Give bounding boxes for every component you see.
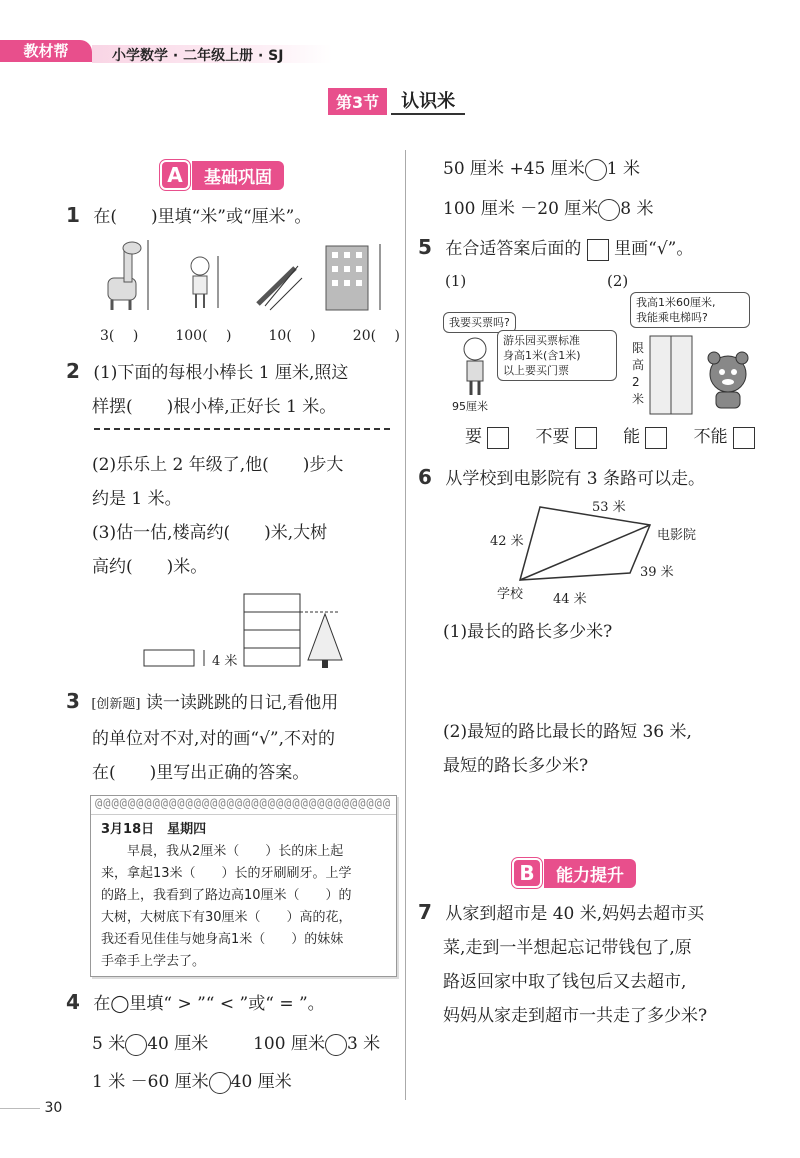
option-no: 不要 [535,427,570,447]
q4-r1-right: 40 厘米 [147,1034,209,1054]
child-icon [191,256,218,308]
q2-part3-line2: 高约( )米。 [92,557,208,577]
compare-circle[interactable] [585,159,607,181]
route-bottom-length: 44 米 [553,592,587,607]
diary-line: 的路上，我看到了路边高10厘米（ ）的 [101,888,352,903]
q1-pictures [90,238,400,318]
q7-line4: 妈妈从家走到超市一共走了多少米? [443,1006,708,1026]
q4-r1-left: 5 米 [92,1034,126,1054]
q3 [66,684,401,790]
school-label: 学校 [497,587,524,602]
small-house-height: 4 米 [212,654,238,669]
diary-line: 我还看见佳佳与她身高1米（ ）的妹妹 [101,932,344,947]
checkbox-can[interactable] [645,427,667,449]
bear-icon [708,352,748,408]
q3-tag: [创新题] [91,697,141,712]
q6-text: 从学校到电影院有 3 条路可以走。 [445,469,705,489]
q7-line1: 从家到超市是 40 米,妈妈去超市买 [445,904,705,924]
pen-icon [258,266,302,310]
q6-number: 6 [418,465,432,489]
q4-r3-right: 1 米 [606,159,640,179]
q2 [66,354,396,424]
giraffe-icon [108,240,148,310]
q5-label-2: (2) [607,272,629,290]
route-left-length: 42 米 [490,534,524,549]
q6-sub1: (1)最长的路长多少米? [443,622,613,642]
compare-circle[interactable] [125,1034,147,1056]
diary-line: 大树，大树底下有30厘米（ ）高的花， [101,910,352,925]
q4-number: 4 [66,990,80,1014]
kid-speech-bubble: 我要买票吗? [443,312,516,333]
q2-number: 2 [66,359,80,383]
q5-label-1: (1) [445,272,467,290]
q2-part3-line1: (3)估一估,楼高约( )米,大树 [92,523,328,543]
q4-r4-right: 8 米 [620,199,654,219]
page-number-text: 30 [44,1100,63,1116]
brand-tag: 教材帮 [0,40,92,62]
diary-line: 早晨，我从2厘米（ ）长的床上起 [101,844,344,859]
route-right-length: 39 米 [640,565,674,580]
q1-text: 在( )里填“米”或“厘米”。 [93,207,312,227]
q7-line2: 菜,走到一半想起忘记带钱包了,原 [443,938,692,958]
q5-text2: 里画“√”。 [614,239,694,259]
section-header [328,88,465,114]
q1-answer-building[interactable]: 20( ) [352,328,400,344]
q7 [418,895,763,1033]
stick-row [94,428,390,434]
building-icon [326,244,380,310]
q4-r2-right: 40 厘米 [230,1072,292,1092]
diary-rings: @@@@@@@@@@@@@@@@@@@@@@@@@@@@@@@@@@@@ [91,796,396,815]
q3-line1: 读一读跳跳的日记,看他用 [145,693,339,713]
q4-r3-left: 50 厘米 +45 厘米 [443,159,585,179]
q3-number: 3 [66,689,80,713]
q2-part2-line2: 约是 1 米。 [92,489,182,509]
ticket-sign: 游乐园买票标准 身高1米(含1米) 以上要买门票 [497,330,617,381]
section-title: 认识米 [391,87,465,115]
q2-part2 [92,448,402,584]
q4-r1b-left: 100 厘米 [253,1034,325,1054]
q5-text1: 在合适答案后面的 [445,239,582,259]
bear-speech-bubble: 我高1米60厘米, 我能乘电梯吗? [630,292,750,328]
diary-card [90,795,397,977]
kid-height: 95厘米 [452,400,488,413]
route-top-length: 53 米 [592,500,626,515]
compare-circle[interactable] [598,199,620,221]
diary-line: 手牵手上学去了。 [101,954,206,969]
q4-r1b-right: 3 米 [346,1034,381,1054]
compare-circle[interactable] [209,1072,231,1094]
answer-box-sample [587,239,609,261]
q2-part2-line1: (2)乐乐上 2 年级了,他( )步大 [92,455,344,475]
part-a-badge [160,160,284,190]
q2-part1-cont: 样摆( )根小棒,正好长 1 米。 [92,397,337,417]
checkbox-no[interactable] [575,427,597,449]
q5 [418,230,693,266]
q4-continued [443,152,654,226]
section-number: 第3节 [328,88,387,115]
compare-circle[interactable] [325,1034,347,1056]
q6-sub2-line1: (2)最短的路比最长的路短 36 米, [443,722,692,742]
q1-number: 1 [66,203,80,227]
option-yes: 要 [465,427,482,447]
q3-line3: 在( )里写出正确的答案。 [92,763,310,783]
q1-answer-row [100,325,400,345]
q6 [418,460,705,496]
diary-line: 来，拿起13米（ ）长的牙刷刷牙。上学 [101,866,352,881]
q4-r2-left: 1 米 －60 厘米 [92,1072,209,1092]
q4 [66,985,401,1099]
q6-sub2 [443,715,692,783]
q1-answer-pen[interactable]: 10( ) [268,328,316,344]
q4-text: 在◯里填“ > ”“ < ”或“ = ”。 [93,994,325,1014]
part-b-title: 能力提升 [544,859,636,888]
option-cannot: 不能 [693,427,728,447]
q2-part1: (1)下面的每根小棒长 1 厘米,照这 [93,363,349,383]
q1-answer-child[interactable]: 100( ) [175,328,232,344]
column-divider [405,150,406,1100]
q7-line3: 路返回家中取了钱包后又去超市, [443,972,687,992]
elevator-illustration [648,334,758,416]
q7-number: 7 [418,900,432,924]
q3-line2: 的单位对不对,对的画“√”,不对的 [92,729,336,749]
q5-number: 5 [418,235,432,259]
kid-icon [455,335,495,397]
diary-date: 3月18日 星期四 [101,822,207,837]
cinema-label: 电影院 [657,528,697,543]
option-can: 能 [623,427,641,447]
part-b-letter: B [512,858,542,888]
part-a-letter: A [160,160,190,190]
part-b-badge [512,858,636,888]
q5-options [465,420,755,454]
part-a-title: 基础巩固 [192,161,284,190]
page-number [0,1100,62,1116]
checkbox-cannot[interactable] [733,427,755,449]
q1 [66,198,311,234]
q4-r4-left: 100 厘米 －20 厘米 [443,199,599,219]
elevator-limit-sign: 限 高 2 米 [632,341,645,406]
q2-building-illustration [140,590,380,670]
q1-answer-giraffe[interactable]: 3( ) [100,328,139,344]
book-title: 小学数学 · 二年级上册 · SJ [92,45,332,63]
q6-sub2-line2: 最短的路长多少米? [443,756,589,776]
checkbox-yes[interactable] [487,427,509,449]
